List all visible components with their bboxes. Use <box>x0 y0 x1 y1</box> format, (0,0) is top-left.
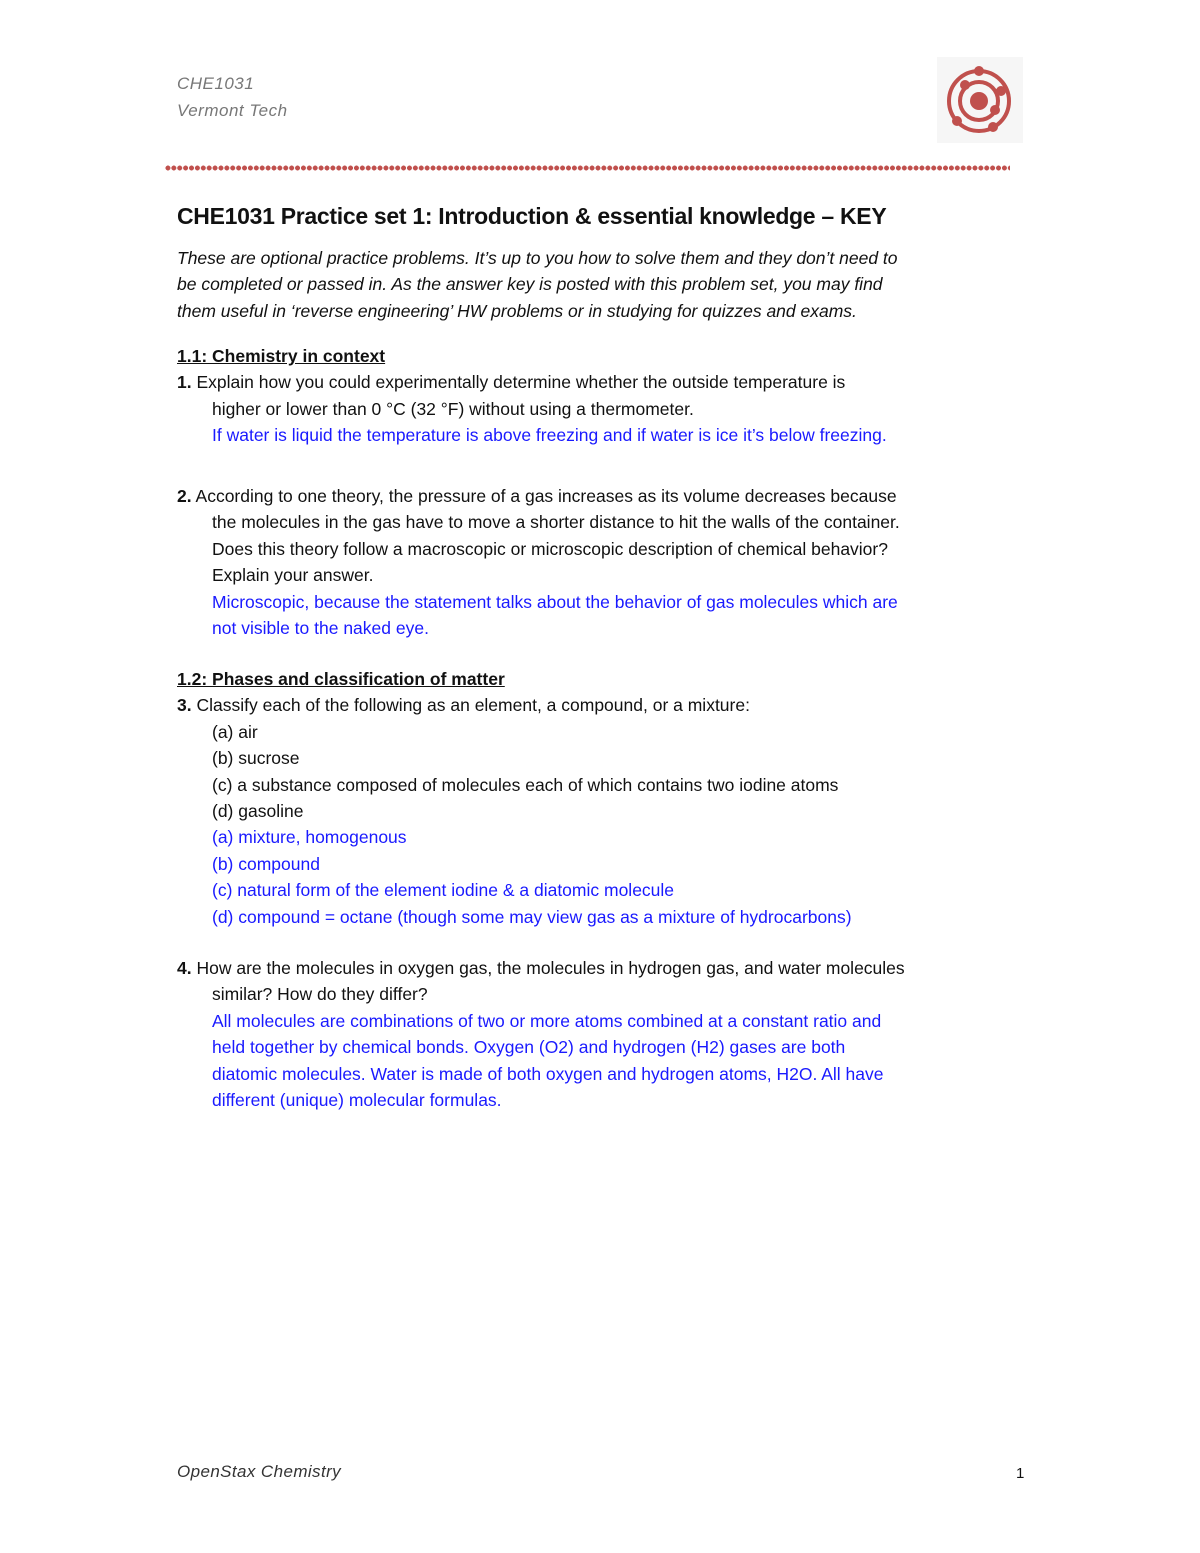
page-number: 1 <box>1016 1465 1025 1482</box>
question-option: (c) a substance composed of molecules each of which contains two iodine atoms <box>212 774 839 795</box>
answer-text: (a) mixture, homogenous <box>212 827 407 848</box>
answer-text: Microscopic, because the statement talks about the behavior of gas molecules which are <box>212 591 898 612</box>
question-text: higher or lower than 0 °C (32 °F) without using a thermometer. <box>212 398 694 419</box>
section-heading: 1.1: Chemistry in context <box>177 346 386 366</box>
question-text: Explain how you could experimentally determine whether the outside temperature is <box>196 372 846 393</box>
question-number: 4. <box>177 958 192 978</box>
question-option: (a) air <box>212 721 258 742</box>
question-text: similar? How do they differ? <box>212 984 428 1005</box>
answer-text: (d) compound = octane (though some may view gas as a mixture of hydrocarbons) <box>212 906 852 927</box>
answer-text: (b) compound <box>212 853 320 874</box>
section-1-1 <box>177 343 887 449</box>
answer-text: not visible to the naked eye. <box>212 617 429 638</box>
question-text: How are the molecules in oxygen gas, the molecules in hydrogen gas, and water molecules <box>196 958 905 978</box>
question-text: Does this theory follow a macroscopic or microscopic description of chemical behavior? <box>212 538 888 559</box>
footer-text: OpenStax Chemistry <box>177 1462 342 1481</box>
question-text: the molecules in the gas have to move a shorter distance to hit the walls of the container. <box>212 512 900 533</box>
question-text: According to one theory, the pressure of a gas increases as its volume decreases because <box>195 486 897 506</box>
intro-line: These are optional practice problems. It’s up to you how to solve them and they don’t need to <box>177 248 898 268</box>
question-option: (d) gasoline <box>212 800 304 821</box>
intro-text <box>177 245 898 324</box>
dotted-divider <box>165 164 1010 172</box>
question-4 <box>177 955 905 1113</box>
question-number: 1. <box>177 372 192 393</box>
question-text: Classify each of the following as an element, a compound, or a mixture: <box>196 695 750 716</box>
intro-line: them useful in ‘reverse engineering’ HW problems or in studying for quizzes and exams. <box>177 300 857 321</box>
section-1-2 <box>177 666 852 930</box>
answer-text: diatomic molecules. Water is made of both oxygen and hydrogen atoms, H2O. All have <box>212 1063 884 1084</box>
answer-text: held together by chemical bonds. Oxygen (O2) and hydrogen (H2) gases are both <box>212 1037 846 1058</box>
question-number: 2. <box>177 486 192 506</box>
section-heading: 1.2: Phases and classification of matter <box>177 669 505 689</box>
answer-text: different (unique) molecular formulas. <box>212 1089 502 1110</box>
question-number: 3. <box>177 695 192 716</box>
intro-line: be completed or passed in. As the answer key is posted with this problem set, you may find <box>177 274 883 295</box>
answer-text: If water is liquid the temperature is above freezing and if water is ice it’s below freezing. <box>212 425 887 446</box>
header-course: CHE1031 <box>177 74 255 93</box>
atom-logo-icon <box>937 57 1023 143</box>
answer-text: (c) natural form of the element iodine & a diatomic molecule <box>212 880 675 901</box>
question-option: (b) sucrose <box>212 748 300 769</box>
header-school: Vermont Tech <box>177 101 288 120</box>
page-title: CHE1031 Practice set 1: Introduction & essential knowledge – KEY <box>177 203 887 229</box>
question-2 <box>177 483 900 641</box>
question-text: Explain your answer. <box>212 565 374 586</box>
answer-text: All molecules are combinations of two or more atoms combined at a constant ratio and <box>212 1010 882 1031</box>
